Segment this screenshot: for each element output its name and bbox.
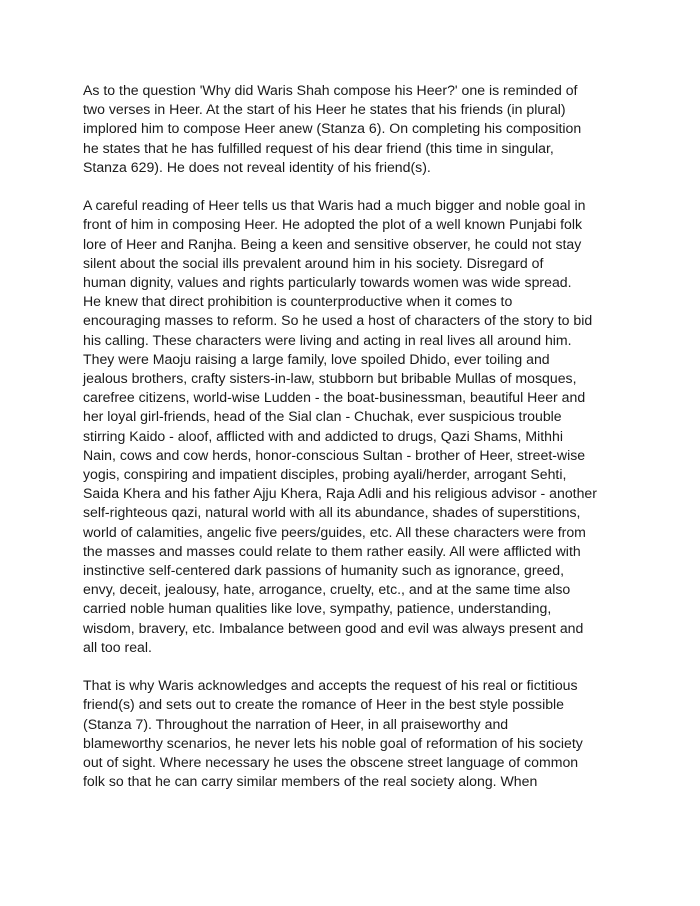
text-line: lore of Heer and Ranjha. Being a keen and sensitive observer, he could not stay xyxy=(83,235,582,252)
text-line: human dignity, values and rights particularly towards women was wide spread. xyxy=(83,274,572,291)
text-line: wisdom, bravery, etc. Imbalance between good and evil was always present and xyxy=(83,619,584,636)
text-line: instinctive self-centered dark passions of humanity such as ignorance, greed, xyxy=(83,562,565,579)
text-line: As to the question 'Why did Waris Shah compose his Heer?' one is reminded of xyxy=(83,82,578,98)
paragraph-2 xyxy=(83,196,628,657)
text-line: jealous brothers, crafty sisters-in-law, stubborn but bribable Mullas of mosques, xyxy=(83,370,577,387)
text-line: They were Maoju raising a large family, love spoiled Dhido, ever toiling and xyxy=(83,350,550,367)
text-line: A careful reading of Heer tells us that Waris had a much bigger and noble goal in xyxy=(83,197,586,214)
text-line: encouraging masses to reform. So he used a host of characters of the story to bid xyxy=(83,312,593,329)
text-line: her loyal girl-friends, head of the Sial clan - Chuchak, ever suspicious trouble xyxy=(83,408,562,425)
text-line: two verses in Heer. At the start of his Heer he states that his friends (in plural) xyxy=(83,101,566,118)
text-line: folk so that he can carry similar members of the real society along. When xyxy=(83,773,538,790)
text-line: world of calamities, angelic five peers/guides, etc. All these characters were from xyxy=(83,523,586,540)
text-line: (Stanza 7). Throughout the narration of Heer, in all praiseworthy and xyxy=(83,715,509,732)
text-line: the masses and masses could relate to them rather easily. All were afflicted with xyxy=(83,542,581,559)
paragraph-1 xyxy=(83,81,628,177)
text-line: all too real. xyxy=(83,638,152,655)
text-line: Saida Khera and his father Ajju Khera, Raja Adli and his religious advisor - another xyxy=(83,485,597,502)
text-line: silent about the social ills prevalent around him in his society. Disregard of xyxy=(83,254,544,271)
text-line: yogis, conspiring and impatient disciples, probing ayali/herder, arrogant Sehti, xyxy=(83,466,567,483)
text-line: That is why Waris acknowledges and accepts the request of his real or fictitious xyxy=(83,677,578,694)
text-line: his calling. These characters were living and acting in real lives all around him. xyxy=(83,331,572,348)
document-body xyxy=(83,81,628,811)
text-line: implored him to compose Heer anew (Stanza 6). On completing his composition xyxy=(83,120,582,137)
text-line: He knew that direct prohibition is counterproductive when it comes to xyxy=(83,293,513,310)
paragraph-3 xyxy=(83,676,628,791)
text-line: out of sight. Where necessary he uses the obscene street language of common xyxy=(83,754,579,771)
text-line: front of him in composing Heer. He adopted the plot of a well known Punjabi folk xyxy=(83,216,583,233)
text-line: envy, deceit, jealousy, hate, arrogance, cruelty, etc., and at the same time also xyxy=(83,581,571,598)
text-line: blameworthy scenarios, he never lets his noble goal of reformation of his society xyxy=(83,734,583,751)
text-line: carried noble human qualities like love, sympathy, patience, understanding, xyxy=(83,600,552,617)
text-line: carefree citizens, world-wise Ludden - the boat-businessman, beautiful Heer and xyxy=(83,389,586,406)
text-line: friend(s) and sets out to create the romance of Heer in the best style possible xyxy=(83,696,565,713)
text-line: self-righteous qazi, natural world with all its abundance, shades of superstitions, xyxy=(83,504,581,521)
text-line: stirring Kaido - aloof, afflicted with and addicted to drugs, Qazi Shams, Mithhi xyxy=(83,427,563,444)
text-line: Nain, cows and cow herds, honor-conscious Sultan - brother of Heer, street-wise xyxy=(83,446,586,463)
text-line: Stanza 629). He does not reveal identity of his friend(s). xyxy=(83,158,431,175)
text-line: he states that he has fulfilled request of his dear friend (this time in singular, xyxy=(83,139,554,156)
